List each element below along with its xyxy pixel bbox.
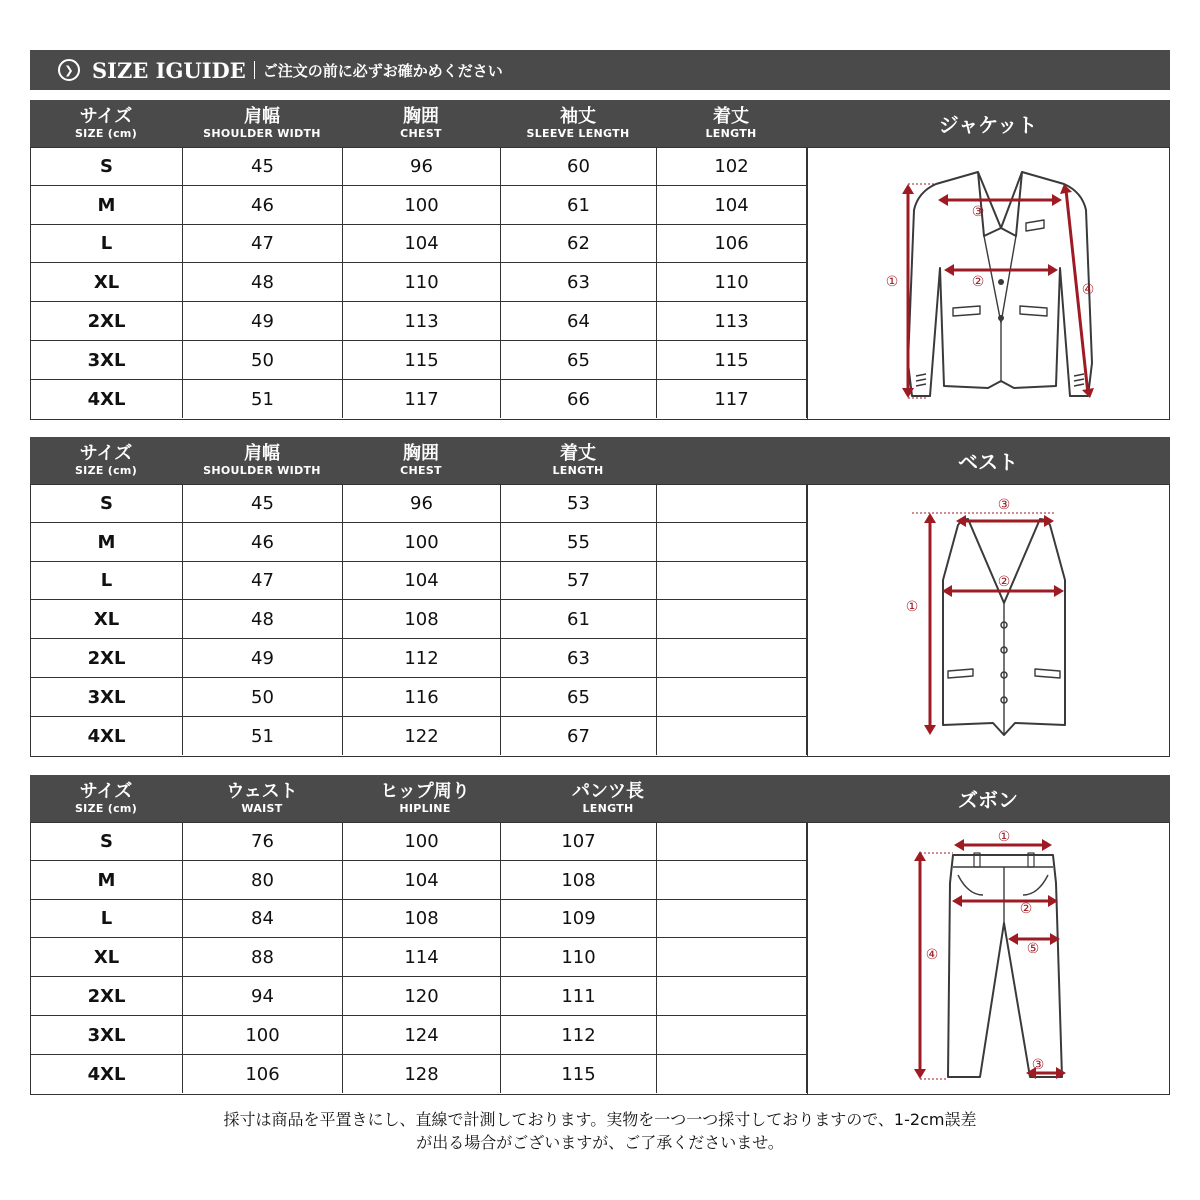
size-label-cell: 3XL bbox=[31, 678, 183, 716]
measurement-cell: 107 bbox=[501, 823, 657, 860]
table-row bbox=[31, 900, 807, 938]
vest-marker-1: ① bbox=[905, 599, 919, 615]
measurement-cell: 124 bbox=[343, 1016, 501, 1054]
table-row bbox=[31, 977, 807, 1016]
table-row bbox=[31, 678, 807, 717]
jacket-marker-3: ③ bbox=[971, 204, 985, 220]
measurement-cell: 65 bbox=[501, 341, 657, 379]
table-row bbox=[31, 717, 807, 755]
measurement-cell: 46 bbox=[183, 186, 343, 224]
measurement-cell: 112 bbox=[501, 1016, 657, 1054]
measurement-cell: 115 bbox=[343, 341, 501, 379]
size-label-cell: S bbox=[31, 823, 183, 860]
vest-size-table bbox=[30, 437, 1170, 757]
size-label-cell: 3XL bbox=[31, 1016, 183, 1054]
measurement-cell: 48 bbox=[183, 263, 343, 301]
table-row bbox=[31, 823, 807, 861]
measurement-cell: 104 bbox=[343, 861, 501, 899]
measurement-cell: 96 bbox=[343, 485, 501, 522]
size-label-cell: 2XL bbox=[31, 639, 183, 677]
header-shoulder: 肩幅 SHOULDER WIDTH bbox=[203, 105, 321, 140]
size-label-cell: 4XL bbox=[31, 717, 183, 755]
size-label-cell: L bbox=[31, 225, 183, 262]
measurement-cell bbox=[657, 678, 807, 716]
measurement-cell: 117 bbox=[657, 380, 807, 418]
measurement-cell bbox=[657, 977, 807, 1015]
measurement-cell: 46 bbox=[183, 523, 343, 561]
table-row bbox=[31, 938, 807, 977]
measurement-cell: 100 bbox=[343, 523, 501, 561]
size-label-cell: L bbox=[31, 900, 183, 937]
jacket-table-body bbox=[30, 147, 1170, 420]
measurement-cell: 76 bbox=[183, 823, 343, 860]
measurement-cell: 49 bbox=[183, 639, 343, 677]
pants-marker-1: ① bbox=[997, 829, 1011, 845]
pants-marker-4: ④ bbox=[925, 947, 939, 963]
header-chest: 胸囲 CHEST bbox=[400, 105, 442, 140]
pants-title: ズボン bbox=[958, 788, 1018, 812]
measurement-cell: 120 bbox=[343, 977, 501, 1015]
measurement-cell: 47 bbox=[183, 562, 343, 599]
measurement-cell: 67 bbox=[501, 717, 657, 755]
measurement-cell: 63 bbox=[501, 263, 657, 301]
measurement-cell: 106 bbox=[657, 225, 807, 262]
table-row bbox=[31, 639, 807, 678]
measurement-note bbox=[0, 1108, 1200, 1154]
jacket-size-table bbox=[30, 100, 1170, 420]
measurement-cell: 45 bbox=[183, 485, 343, 522]
measurement-cell: 108 bbox=[343, 600, 501, 638]
measurement-cell: 108 bbox=[501, 861, 657, 899]
measurement-cell: 84 bbox=[183, 900, 343, 937]
measurement-cell: 88 bbox=[183, 938, 343, 976]
jacket-table-header bbox=[30, 100, 1170, 147]
size-label-cell: M bbox=[31, 523, 183, 561]
size-label-cell: 3XL bbox=[31, 341, 183, 379]
chevron-right-circle-icon: ❯ bbox=[58, 59, 80, 81]
measurement-cell: 45 bbox=[183, 148, 343, 185]
header-size: サイズ SIZE (cm) bbox=[74, 780, 138, 815]
measurement-cell: 115 bbox=[501, 1055, 657, 1093]
measurement-cell: 65 bbox=[501, 678, 657, 716]
measurement-cell: 57 bbox=[501, 562, 657, 599]
table-row bbox=[31, 148, 807, 186]
measurement-cell: 110 bbox=[343, 263, 501, 301]
measurement-cell: 110 bbox=[657, 263, 807, 301]
vest-table-header bbox=[30, 437, 1170, 484]
header-pants-length: パンツ長 LENGTH bbox=[572, 780, 644, 815]
table-row bbox=[31, 341, 807, 380]
measurement-cell: 122 bbox=[343, 717, 501, 755]
measurement-cell: 113 bbox=[343, 302, 501, 340]
measurement-cell: 63 bbox=[501, 639, 657, 677]
banner-subtitle: ご注文の前に必ずお確かめください bbox=[262, 61, 503, 80]
jacket-title: ジャケット bbox=[938, 113, 1038, 137]
table-row bbox=[31, 380, 807, 418]
measurement-cell bbox=[657, 1055, 807, 1093]
measurement-cell bbox=[657, 900, 807, 937]
measurement-cell: 112 bbox=[343, 639, 501, 677]
measurement-cell: 80 bbox=[183, 861, 343, 899]
measurement-cell: 51 bbox=[183, 380, 343, 418]
measurement-cell bbox=[657, 938, 807, 976]
header-shoulder: 肩幅 SHOULDER WIDTH bbox=[203, 442, 321, 477]
size-label-cell: L bbox=[31, 562, 183, 599]
measurement-cell: 117 bbox=[343, 380, 501, 418]
measurement-cell: 47 bbox=[183, 225, 343, 262]
size-label-cell: M bbox=[31, 861, 183, 899]
table-row bbox=[31, 186, 807, 225]
header-length: 着丈 LENGTH bbox=[705, 105, 757, 140]
measurement-cell: 94 bbox=[183, 977, 343, 1015]
jacket-marker-2: ② bbox=[971, 274, 985, 290]
jacket-diagram bbox=[807, 148, 1170, 419]
measurement-cell: 114 bbox=[343, 938, 501, 976]
size-label-cell: XL bbox=[31, 263, 183, 301]
measurement-cell: 104 bbox=[657, 186, 807, 224]
measurement-cell: 128 bbox=[343, 1055, 501, 1093]
measurement-cell bbox=[657, 823, 807, 860]
header-hipline: ヒップ周り HIPLINE bbox=[380, 780, 470, 815]
table-row bbox=[31, 1016, 807, 1055]
size-label-cell: XL bbox=[31, 600, 183, 638]
measurement-cell bbox=[657, 562, 807, 599]
measurement-cell: 109 bbox=[501, 900, 657, 937]
measurement-cell bbox=[657, 861, 807, 899]
pants-illustration bbox=[808, 823, 1170, 1094]
measurement-cell: 113 bbox=[657, 302, 807, 340]
measurement-note-line-2: が出る場合がございますが、ご了承くださいませ。 bbox=[416, 1133, 784, 1152]
size-label-cell: XL bbox=[31, 938, 183, 976]
measurement-cell: 108 bbox=[343, 900, 501, 937]
size-label-cell: M bbox=[31, 186, 183, 224]
measurement-cell: 64 bbox=[501, 302, 657, 340]
measurement-cell: 48 bbox=[183, 600, 343, 638]
header-waist: ウェスト WAIST bbox=[226, 780, 298, 815]
measurement-cell: 62 bbox=[501, 225, 657, 262]
banner-divider bbox=[254, 61, 255, 79]
vest-marker-3: ③ bbox=[997, 497, 1011, 513]
table-row bbox=[31, 1055, 807, 1093]
pants-size-table bbox=[30, 775, 1170, 1095]
vest-title: ベスト bbox=[958, 450, 1018, 474]
pants-table-body bbox=[30, 822, 1170, 1095]
banner-title: SIZE IGUIDE bbox=[92, 57, 246, 83]
measurement-cell: 100 bbox=[343, 186, 501, 224]
vest-diagram bbox=[807, 485, 1170, 756]
table-row bbox=[31, 225, 807, 263]
measurement-cell: 106 bbox=[183, 1055, 343, 1093]
size-label-cell: S bbox=[31, 485, 183, 522]
jacket-marker-4: ④ bbox=[1081, 282, 1095, 298]
jacket-illustration bbox=[808, 148, 1170, 419]
pants-marker-2: ② bbox=[1019, 901, 1033, 917]
measurement-cell bbox=[657, 1016, 807, 1054]
measurement-cell: 116 bbox=[343, 678, 501, 716]
measurement-cell: 61 bbox=[501, 600, 657, 638]
measurement-cell: 60 bbox=[501, 148, 657, 185]
pants-marker-5: ⑤ bbox=[1026, 941, 1040, 957]
vest-table-body bbox=[30, 484, 1170, 757]
measurement-cell bbox=[657, 600, 807, 638]
measurement-cell: 61 bbox=[501, 186, 657, 224]
measurement-cell: 55 bbox=[501, 523, 657, 561]
measurement-cell: 104 bbox=[343, 225, 501, 262]
header-size: サイズ SIZE (cm) bbox=[74, 442, 138, 477]
jacket-marker-1: ① bbox=[885, 274, 899, 290]
pants-diagram bbox=[807, 823, 1170, 1094]
size-label-cell: 4XL bbox=[31, 380, 183, 418]
measurement-cell: 51 bbox=[183, 717, 343, 755]
measurement-cell bbox=[657, 523, 807, 561]
table-row bbox=[31, 523, 807, 562]
header-size: サイズ SIZE (cm) bbox=[74, 105, 138, 140]
table-row bbox=[31, 600, 807, 639]
measurement-cell bbox=[657, 639, 807, 677]
measurement-cell: 49 bbox=[183, 302, 343, 340]
measurement-cell: 102 bbox=[657, 148, 807, 185]
measurement-cell: 50 bbox=[183, 678, 343, 716]
size-guide-banner bbox=[30, 50, 1170, 90]
measurement-cell: 50 bbox=[183, 341, 343, 379]
measurement-cell: 53 bbox=[501, 485, 657, 522]
pants-marker-3: ③ bbox=[1031, 1057, 1045, 1073]
vest-marker-2: ② bbox=[997, 574, 1011, 590]
measurement-cell: 115 bbox=[657, 341, 807, 379]
measurement-cell: 100 bbox=[343, 823, 501, 860]
size-label-cell: 2XL bbox=[31, 977, 183, 1015]
measurement-cell: 110 bbox=[501, 938, 657, 976]
table-row bbox=[31, 562, 807, 600]
measurement-cell: 66 bbox=[501, 380, 657, 418]
size-label-cell: 2XL bbox=[31, 302, 183, 340]
measurement-cell: 100 bbox=[183, 1016, 343, 1054]
header-sleeve: 袖丈 SLEEVE LENGTH bbox=[526, 105, 630, 140]
pants-table-header bbox=[30, 775, 1170, 822]
vest-illustration bbox=[808, 485, 1170, 756]
header-length: 着丈 LENGTH bbox=[552, 442, 604, 477]
measurement-cell: 96 bbox=[343, 148, 501, 185]
table-row bbox=[31, 485, 807, 523]
header-chest: 胸囲 CHEST bbox=[400, 442, 442, 477]
table-row bbox=[31, 861, 807, 900]
measurement-note-line-1: 採寸は商品を平置きにし、直線で計測しております。実物を一つ一つ採寸しておりますので、1-2cm誤差 bbox=[223, 1110, 977, 1129]
size-label-cell: 4XL bbox=[31, 1055, 183, 1093]
table-row bbox=[31, 263, 807, 302]
measurement-cell bbox=[657, 485, 807, 522]
measurement-cell: 111 bbox=[501, 977, 657, 1015]
measurement-cell bbox=[657, 717, 807, 755]
table-row bbox=[31, 302, 807, 341]
size-label-cell: S bbox=[31, 148, 183, 185]
measurement-cell: 104 bbox=[343, 562, 501, 599]
